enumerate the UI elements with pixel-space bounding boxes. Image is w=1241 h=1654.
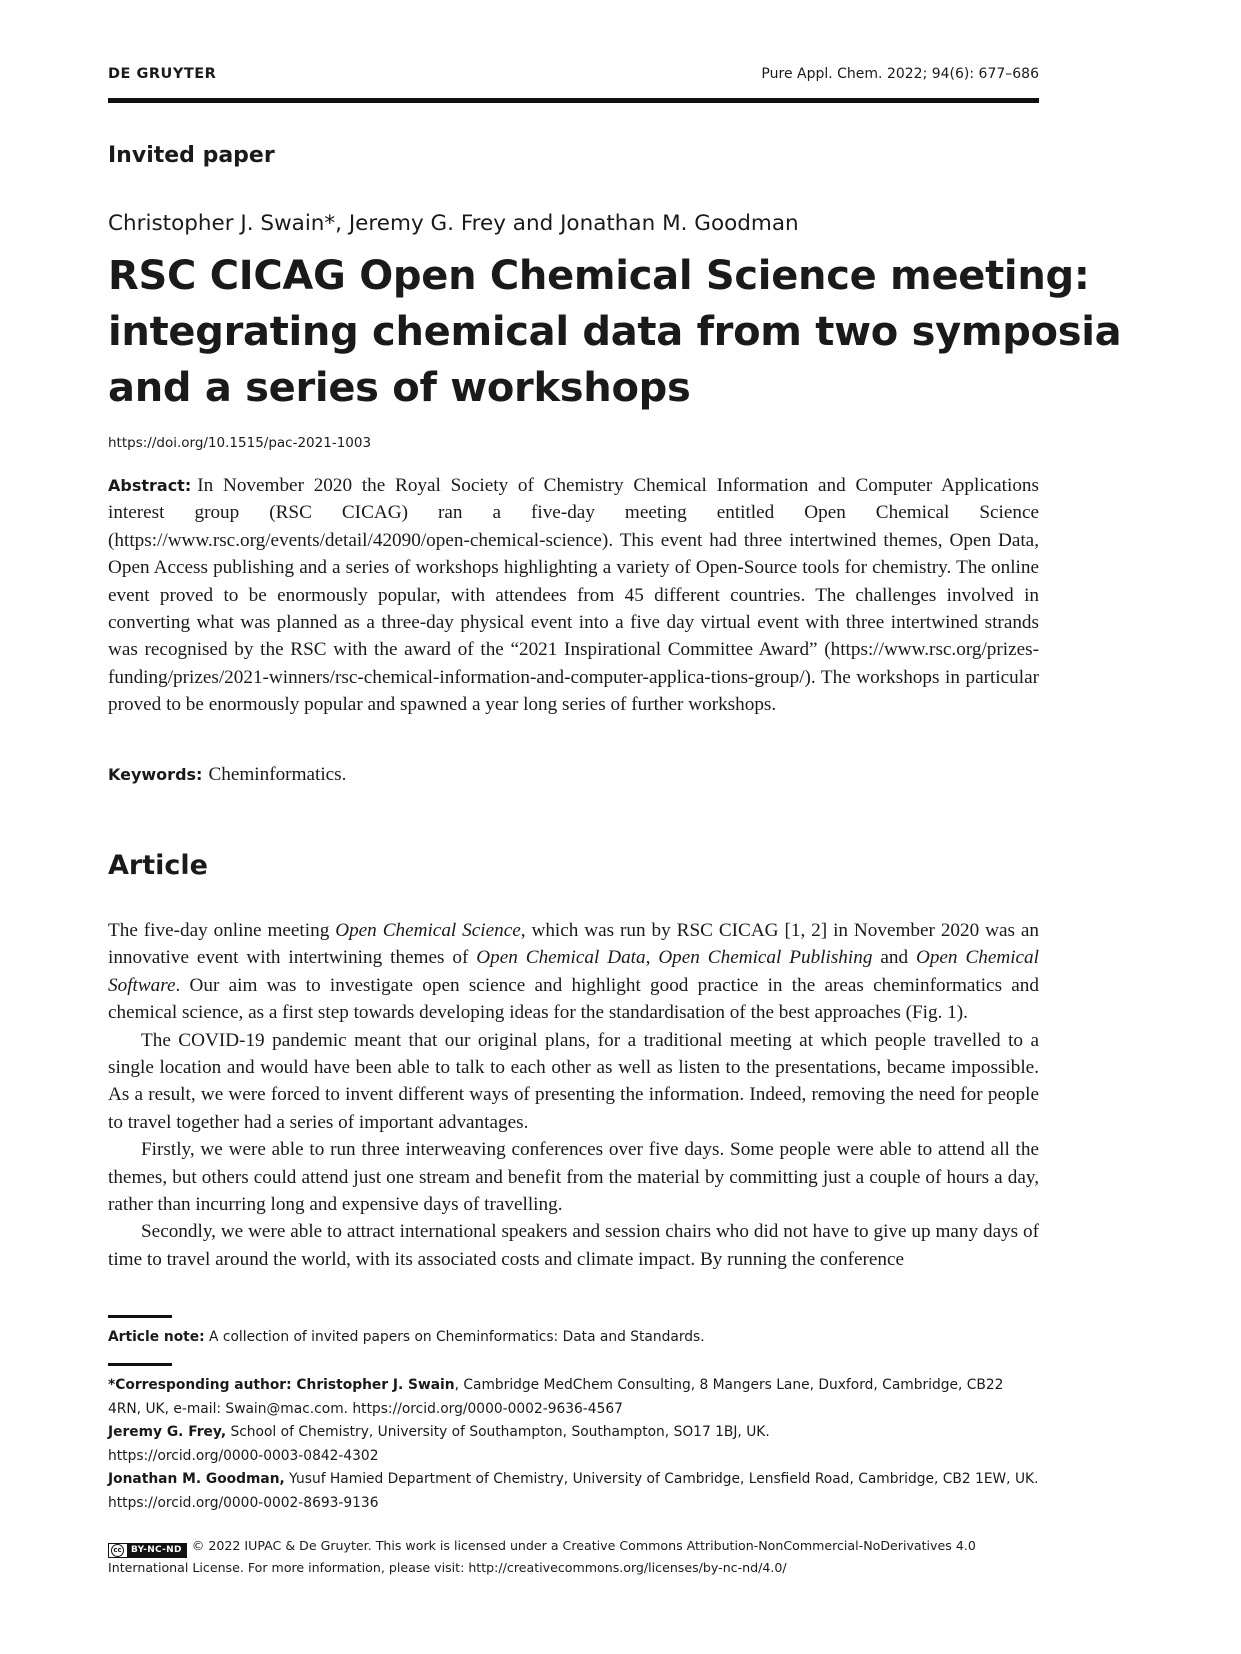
orcid-frey[interactable]: https://orcid.org/0000-0003-0842-4302 bbox=[108, 1447, 379, 1464]
keywords-label: Keywords: bbox=[108, 765, 203, 784]
article-note-text: A collection of invited papers on Cheminformatics: Data and Standards. bbox=[209, 1329, 705, 1345]
license-notice bbox=[108, 1536, 1039, 1578]
article-body bbox=[108, 917, 1039, 1273]
cc-license-icon: cc BY-NC-ND bbox=[108, 1543, 187, 1558]
title-line: RSC CICAG Open Chemical Science meeting: bbox=[108, 253, 1090, 299]
abstract-text: In November 2020 the Royal Society of Chemistry Chemical Information and Computer Applications interest group (RSC CICAG) ran a five-day meeting entitled Open Chemical Science (https://www.rsc.org/events/detail/42090/open-chemical-science). This event had three intertwined themes, Open Data, Open Access publishing and a series of workshops highlighting a variety of Open-Source tools for chemistry. The online event proved to be enormously popular, with attendees from 45 different countries. The challenges involved in converting what was planned as a three-day physical event into a five day virtual event with three intertwined strands was recognised by the RSC with the award of the “2021 Inspirational Committee Award” (https://www.rsc.org/prizes-funding/prizes/2021-winners/rsc-chemical-information-and-computer-applica-tions-group/). The workshops in particular proved to be enormously popular and spawned a year long series of further workshops. bbox=[108, 475, 1039, 716]
paper-type: Invited paper bbox=[108, 143, 275, 168]
paper-title bbox=[108, 248, 1122, 416]
orcid-goodman[interactable]: https://orcid.org/0000-0002-8693-9136 bbox=[108, 1494, 379, 1511]
header-rule bbox=[108, 98, 1039, 103]
author-affiliations bbox=[108, 1374, 1039, 1515]
license-text: © 2022 IUPAC & De Gruyter. This work is licensed under a Creative Commons Attribution-NonCommercial-NoDerivatives 4.0 International License. For more information, please visit: http://creativecommons.org/licenses/by-nc-nd/4.0/ bbox=[108, 1538, 976, 1575]
publisher-name: DE GRUYTER bbox=[108, 66, 217, 82]
title-line: integrating chemical data from two symposia bbox=[108, 309, 1122, 355]
doi-link[interactable]: https://doi.org/10.1515/pac-2021-1003 bbox=[108, 435, 372, 451]
abstract-label: Abstract: bbox=[108, 476, 192, 495]
journal-reference: Pure Appl. Chem. 2022; 94(6): 677–686 bbox=[761, 66, 1039, 82]
footnote-rule bbox=[108, 1363, 172, 1366]
abstract bbox=[108, 472, 1039, 719]
body-paragraph: Secondly, we were able to attract international speakers and session chairs who did not have to give up many days of time to travel around the world, with its associated costs and climate impact. By running the conference bbox=[108, 1221, 1039, 1270]
body-paragraph: The COVID-19 pandemic meant that our original plans, for a traditional meeting at which people travelled to a single location and would have been able to talk to each other as well as listen to the presentations, became impossible. As a result, we were forced to invent different ways of presenting the information. Indeed, removing the need for people to travel together had a series of important advantages. bbox=[108, 1029, 1039, 1133]
corresponding-author: *Corresponding author: Christopher J. Swain, Cambridge MedChem Consulting, 8 Mangers Lane, Duxford, Cambridge, CB22 4RN, UK, e-mail: Swain@mac.com. https://orcid.org/0000-0002-9636-4567 bbox=[108, 1377, 1004, 1417]
affiliation-goodman: Jonathan M. Goodman, Yusuf Hamied Department of Chemistry, University of Cambridge, Lensfield Road, Cambridge, CB2 1EW, UK. bbox=[108, 1471, 1039, 1487]
section-heading: Article bbox=[108, 850, 208, 881]
body-paragraph: Firstly, we were able to run three interweaving conferences over five days. Some people were able to attend all the themes, but others could attend just one stream and benefit from the material by committing just a couple of hours a day, rather than incurring long and expensive days of travelling. bbox=[108, 1139, 1039, 1216]
keywords-text: Cheminformatics. bbox=[208, 764, 347, 785]
affiliation-frey: Jeremy G. Frey, School of Chemistry, University of Southampton, Southampton, SO17 1BJ, UK. bbox=[108, 1424, 770, 1440]
body-paragraph: The five-day online meeting Open Chemical Science, which was run by RSC CICAG [1, 2] in November 2020 was an innovative event with intertwining themes of Open Chemical Data, Open Chemical Publishing and Open Chemical Software. Our aim was to investigate open science and highlight good practice in the areas cheminformatics and chemical science, as a first step towards developing ideas for the standardisation of the best approaches (Fig. 1). bbox=[108, 920, 1039, 1024]
article-note-label: Article note: bbox=[108, 1329, 205, 1345]
title-line: and a series of workshops bbox=[108, 365, 691, 411]
article-note bbox=[108, 1326, 1039, 1350]
page-header bbox=[108, 66, 1039, 88]
keywords bbox=[108, 764, 346, 786]
footnote-rule bbox=[108, 1315, 172, 1318]
author-list: Christopher J. Swain*, Jeremy G. Frey and Jonathan M. Goodman bbox=[108, 211, 799, 236]
